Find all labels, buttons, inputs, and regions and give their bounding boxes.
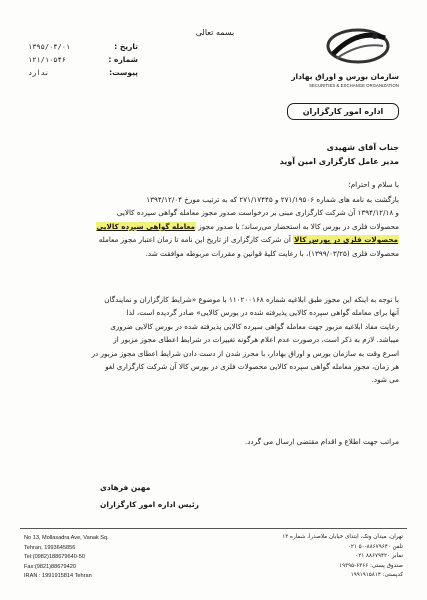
- paragraph-text: آن شرکت کارگزاری از تاریخ این نامه تا زمان اعتبار مجوز معامله: [98, 235, 294, 245]
- footer-line: نمابر ۸۸۶۷۹۴۲۰ ۰۲۱: [355, 553, 403, 560]
- paragraph-line: می شود.: [371, 375, 399, 385]
- footer-divider: [20, 528, 407, 529]
- footer-line: کدپستی: ۱۹۹۱۹۱۵۸۱۴: [350, 572, 403, 579]
- signatory-name: مهین فرهادی: [100, 483, 151, 492]
- seo-emblem-icon: [323, 24, 393, 70]
- signatory-title: رئیس اداره امور کارگزاران: [100, 500, 199, 509]
- meta-attachment-value: ندارد: [28, 68, 50, 77]
- paragraph-line: محصولات فلزی (۱۳۹۹/۰۳/۲۵)، با رعایت کلیهٔ قوانین و مقررات مربوطه موافقت شد.: [145, 248, 399, 258]
- body-paragraph-2: [29, 293, 399, 387]
- meta-number: [28, 53, 138, 66]
- footer-address-fa: [233, 533, 403, 581]
- meta-number-value: ۱۲۱/۱۰۵۴۶: [28, 55, 66, 64]
- paragraph-line: بازگشت به نامه های شماره ۲۷۱/۱۹۵۰۶ و ۲۷۱/۱۷۴۴۵ که به ترتیب مورخ ۱۳۹۴/۱۲/۰۴: [146, 195, 399, 204]
- footer-line: Tehran, 1993645856: [24, 544, 76, 551]
- footer-line: صندوق پستی: ۶۳۶۶-۱۹۳۹۵: [339, 562, 403, 569]
- paragraph-line: با توجه به اینکه این مجوز طبق ابلاغیه شماره ۱۱۰۲۰۰۱۶۸ با موضوع «شرایط کارگزاران و نمایندگان: [104, 295, 399, 304]
- addressee-position: مدیر عامل کارگزاری امین آوید: [279, 157, 399, 166]
- paragraph-line: و ۱۳۹۴/۱۲/۱۸ آن شرکت کارگزاری مبنی بر درخواست صدور مجوز معامله گواهی سپرده کالایی: [116, 208, 399, 218]
- highlighted-permit-text: معامله گواهی سپرده کالایی: [96, 221, 195, 231]
- organization-logo: [279, 22, 399, 102]
- meta-attachment: [28, 66, 138, 79]
- footer-line: تهران، میدان ونک، ابتدای خیابان ملاصدرا، شماره ۱۳: [282, 534, 403, 540]
- meta-date-value: ۱۳۹۵/۰۴/۰۱: [28, 42, 71, 51]
- addressee-block: [29, 143, 399, 171]
- highlighted-product-text: محصولات فلزی در بورس کالا: [294, 235, 398, 245]
- footer-line: IRAN : 1991915814 Tehran: [24, 573, 92, 580]
- paragraph-text: محصولات فلزی در بورس کالا به استحضار می‌رساند؛ با صدور مجوز: [198, 221, 399, 231]
- paragraph-line: میباشد. لازم به ذکر است، درصورت عدم اعلام هرگونه تغییرات در شرایط اعطای مجوز مزبور از: [113, 335, 399, 345]
- paragraph-line: اسرع وقت به سازمان بورس و اوراق بهادار، با محرز شدن از دست دادن شرایط اعطای مجوز مزبور در: [91, 348, 399, 358]
- greeting: با سلام و احترام؛: [348, 180, 399, 189]
- footer-line: Fax:(9821)88679420: [24, 563, 76, 570]
- closing-line: مراتب جهت اطلاع و اقدام مقتضی ارسال می گردد.: [244, 437, 399, 446]
- letter-meta: [28, 40, 138, 79]
- paragraph-line: آنها برای معامله گواهی سپرده کالایی پذیرفته شده در بورس کالایی» صادر گردیده است، لذا: [126, 308, 399, 318]
- footer-line: No 13, Mollasadra Ave, Vanak Sq.: [24, 535, 109, 541]
- org-name-fa: سازمان بورس و اوراق بهادار: [291, 72, 399, 81]
- paragraph-line: هر زمان، مجوز معامله گواهی سپرده کالایی محصولات فلزی در بورس کالا آن شرکت کارگزاری لغو: [105, 362, 399, 372]
- footer-line: Tel:(0982)188679640-50: [24, 554, 85, 561]
- body-paragraph-1: [29, 193, 399, 260]
- department-label: اداره امور کارگزاران: [287, 103, 399, 120]
- footer-line: تلفن ۸۸۶۷۹۶۴۰-۵۰ ۰۲۱: [347, 543, 403, 550]
- meta-date-label: تاریخ :: [114, 42, 138, 51]
- meta-attachment-label: پیوست:: [109, 68, 138, 77]
- bismillah-heading: بسمه تعالی: [195, 28, 235, 37]
- addressee-name: جناب آقای شهیدی: [326, 143, 399, 152]
- footer-address-en: [24, 534, 164, 582]
- meta-date: [28, 40, 138, 53]
- meta-number-label: شماره :: [108, 55, 138, 64]
- paragraph-line: [29, 233, 399, 246]
- paragraph-line: رعایت مفاد ابلاغیه مزبور جهت معامله گواهی سپرده کالایی پذیرفته شده در بورس کالایی ضروری: [110, 321, 399, 331]
- paragraph-line: [29, 220, 399, 233]
- org-name-en: SECURITIES & EXCHANGE ORGANIZATION: [309, 83, 399, 88]
